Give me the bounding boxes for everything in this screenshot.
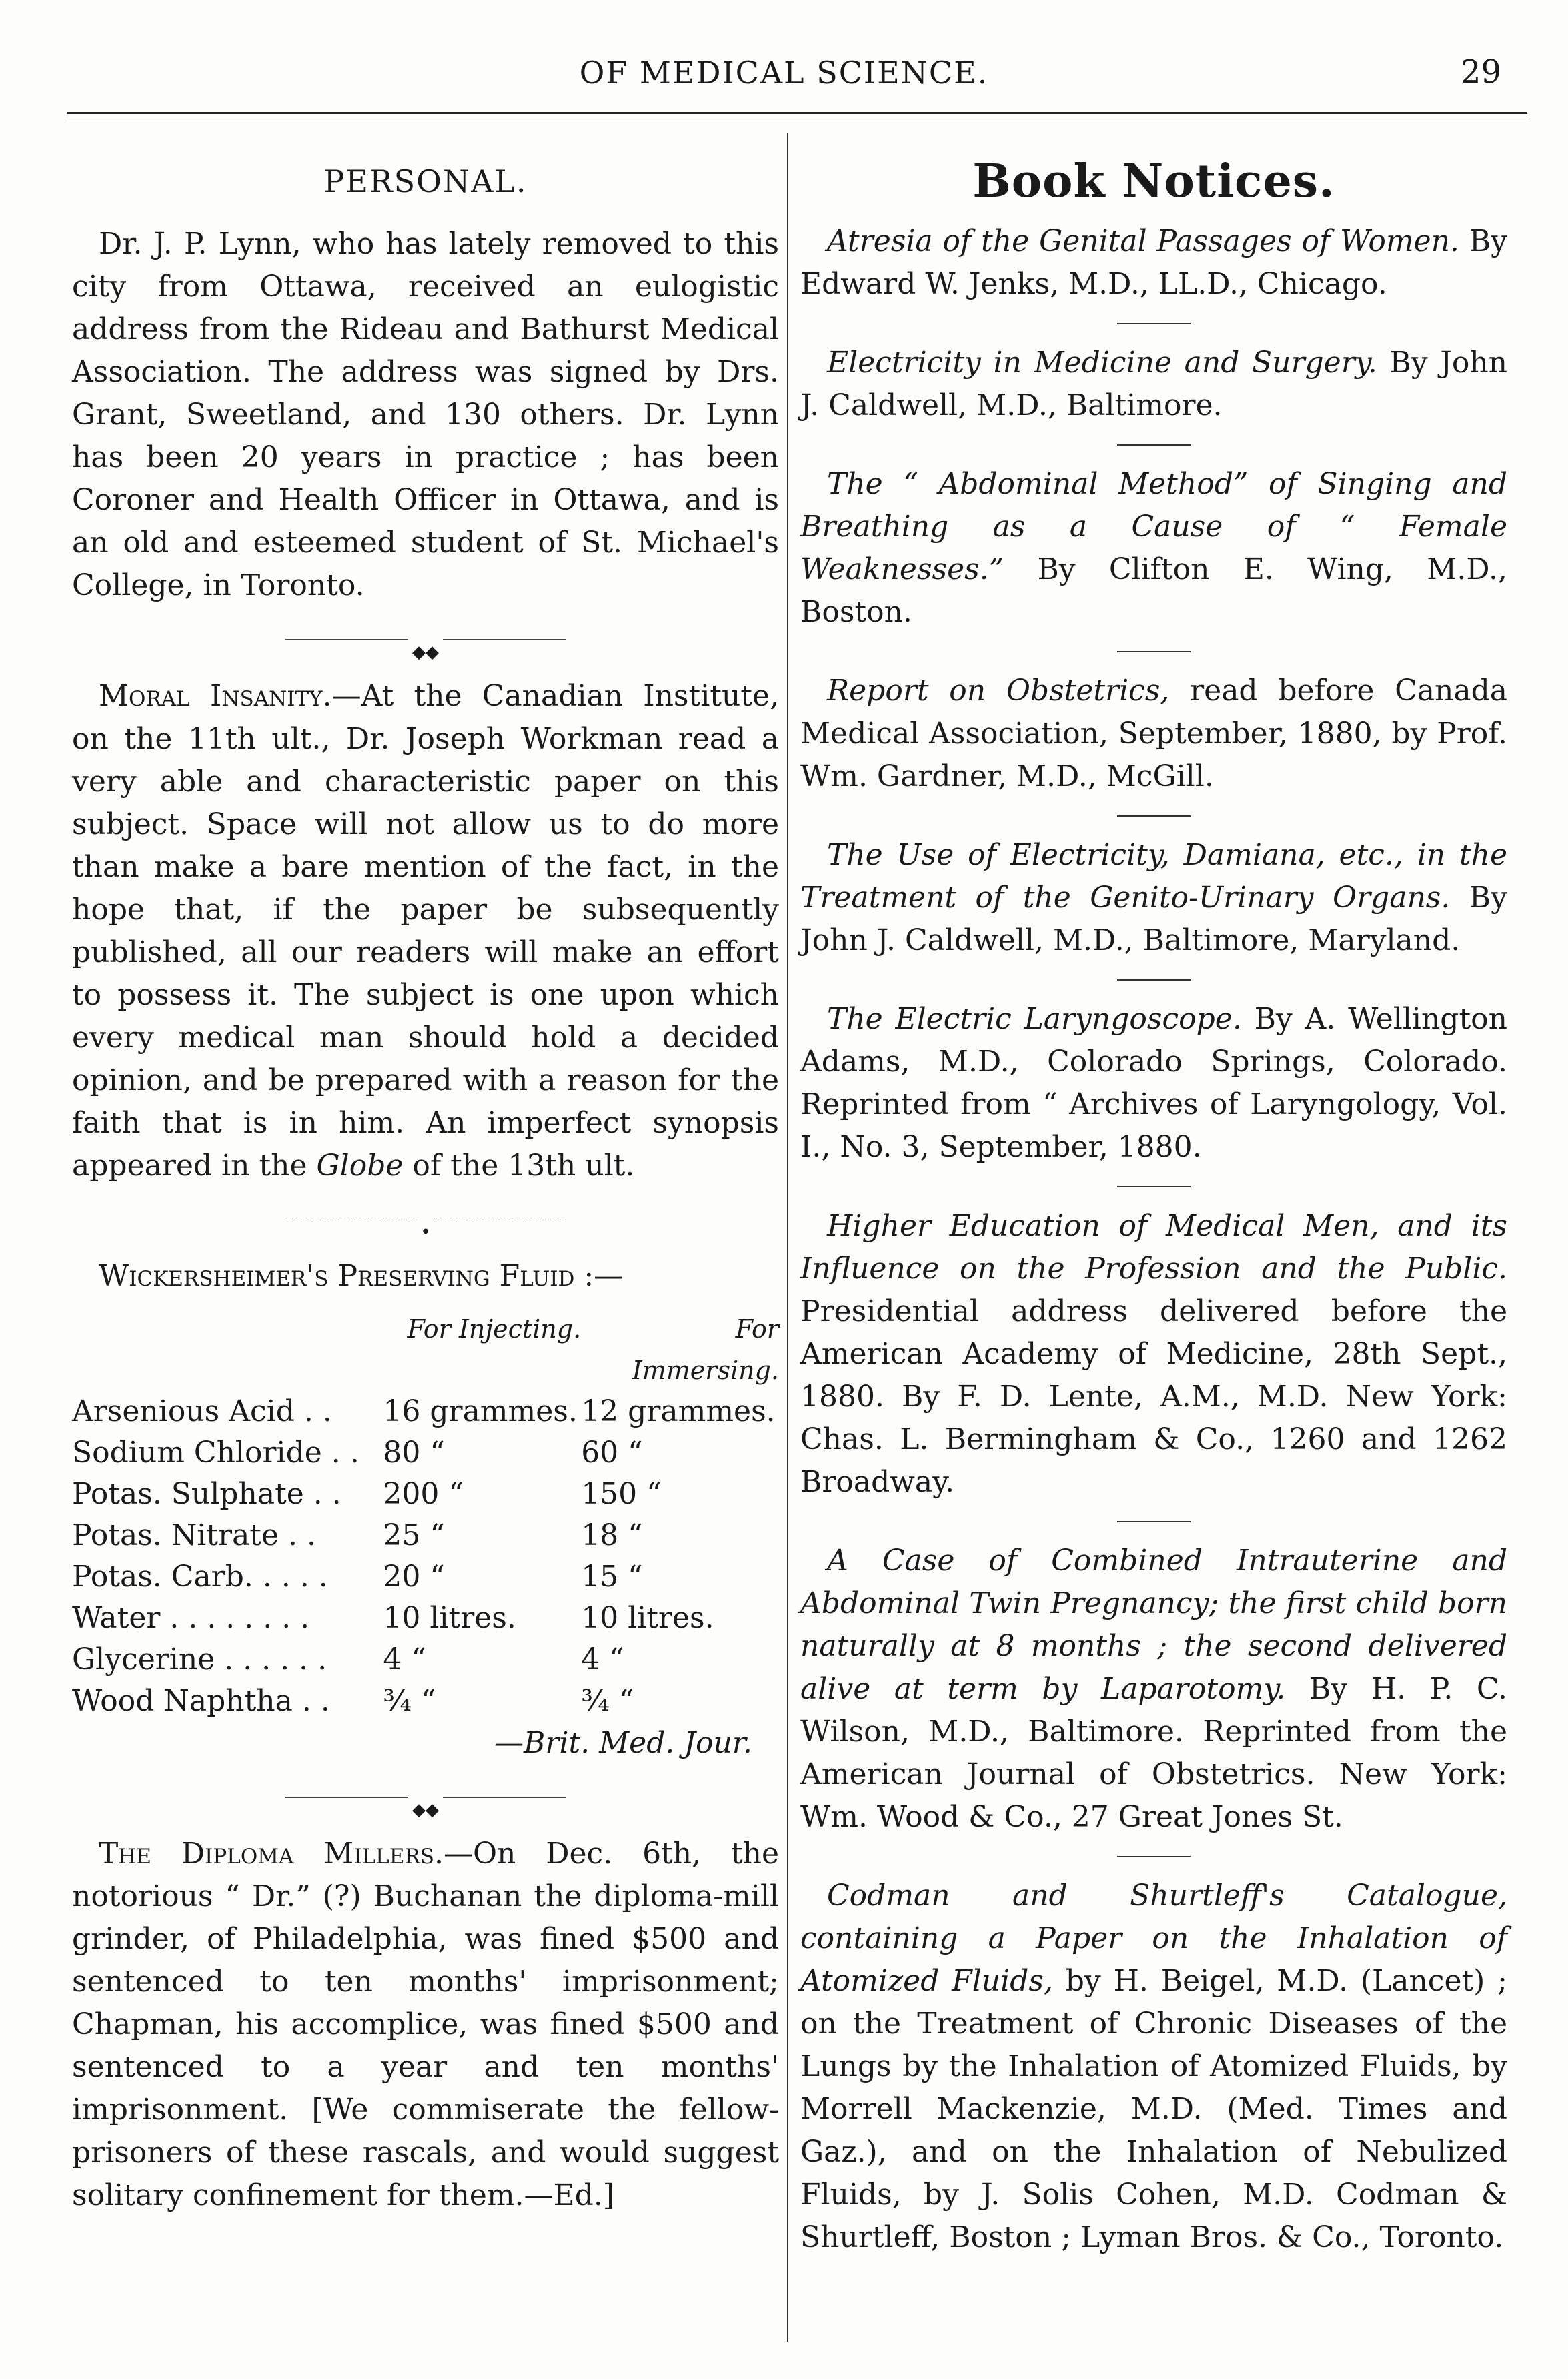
ornament-icon: ◆◆ <box>408 1789 443 1831</box>
notice-item <box>800 1875 1507 2259</box>
table-row <box>72 1556 779 1598</box>
notice-item <box>800 834 1507 962</box>
immerse-amount: 10 litres. <box>581 1601 714 1635</box>
notice-item <box>800 220 1507 306</box>
moral-insanity-text: —At the Canadian Institute, on the 11th ult., Dr. Joseph Workman read a very able and characteristic paper on this subject. Space will not allow us to do more than make a bare mention of the fact, in the hope that, if the paper be subsequently published, all our readers will make an effort to possess it. The subject is one upon which every medical man should hold a decided opinion, and be prepared with a reason for the faith that is in him. An imperfect synopsis appeared in the <box>72 679 779 1183</box>
diploma-paragraph <box>72 1833 779 2217</box>
inject-amount: 20 “ <box>383 1560 445 1594</box>
inject-amount: ¾ “ <box>383 1684 436 1718</box>
table-row <box>72 1515 779 1556</box>
table-row <box>72 1639 779 1681</box>
inject-amount: 25 “ <box>383 1518 445 1552</box>
book-notices-heading: Book Notices. <box>972 155 1335 208</box>
divider <box>1117 1856 1191 1857</box>
ingredient: Potas. Nitrate . . <box>72 1518 316 1552</box>
section-separator <box>285 1797 566 1820</box>
divider <box>1117 815 1191 817</box>
ingredient: Arsenious Acid . . <box>72 1394 332 1428</box>
notice-title: The Electric Laryngoscope. <box>827 1002 1242 1036</box>
diploma-title: The Diploma Millers. <box>99 1837 444 1871</box>
notice-title: Codman and Shurtleff's Catalogue, containing a Paper on the Inhalation of Atomized Fluids, <box>800 1879 1507 1998</box>
inject-amount: 4 “ <box>383 1642 426 1677</box>
divider <box>1117 651 1191 652</box>
diploma-text: —On Dec. 6th, the notorious “ Dr.” (?) Buchanan the diploma-mill grinder, of Philadelphia, was fined $500 and sentenced to ten months' imprisonment; Chapman, his accomplice, was fined $500 and sentenced to a year and ten months' imprisonment. [We commiserate the fellow-prisoners of these rascals, and would suggest solitary confinement for them.—Ed.] <box>72 1837 779 2212</box>
section-separator <box>285 1220 566 1242</box>
ornament-icon: ◆◆ <box>408 631 443 674</box>
ingredient: Water . . . . . . . . <box>72 1601 310 1635</box>
notice-details: read before Canada Medical Association, September, 1880, by Prof. Wm. Gardner, M.D., McGill. <box>800 674 1507 793</box>
notice-title: A Case of Combined Intrauterine and Abdominal Twin Pregnancy; the first child born naturally at 8 months ; the second delivered alive at term by Laparotomy. <box>800 1544 1507 1706</box>
personal-heading: PERSONAL. <box>323 163 528 199</box>
right-column <box>800 155 1508 2259</box>
fluid-table <box>72 1308 779 1722</box>
divider <box>1117 979 1191 981</box>
notice-details: By Edward W. Jenks, M.D., LL.D., Chicago. <box>800 224 1508 301</box>
notice-details: Presidential address delivered before the American Academy of Medicine, 28th Sept., 1880. By F. D. Lente, A.M., M.D. New York: Chas. L. Bermingham & Co., 1260 and 1262 Broadway. <box>800 1294 1507 1499</box>
notice-details: by H. Beigel, M.D. (Lancet) ; on the Treatment of Chronic Diseases of the Lungs by the Inhalation of Atomized Fluids, by Morrell Mackenzie, M.D. (Med. Times and Gaz.), and on the Inhalation of Nebulized Fluids, by J. Solis Cohen, M.D. Codman & Shurtleff, Boston ; Lyman Bros. & Co., Toronto. <box>800 1964 1507 2254</box>
notice-details: By H. P. C. Wilson, M.D., Baltimore. Reprinted from the American Journal of Obstetrics. New York: Wm. Wood & Co., 27 Great Jones St. <box>800 1672 1507 1834</box>
inject-amount: 200 “ <box>383 1477 464 1511</box>
notice-item <box>800 1540 1507 1839</box>
page-number: 29 <box>1460 53 1501 91</box>
header-rule <box>67 112 1527 114</box>
notice-item <box>800 1205 1507 1504</box>
immerse-amount: 150 “ <box>581 1477 662 1511</box>
personal-text: Dr. J. P. Lynn, who has lately removed to this city from Ottawa, received an eulogistic address from the Rideau and Bathurst Medical Association. The address was signed by Drs. Grant, Sweetland, and 130 others. Dr. Lynn has been 20 years in practice ; has been Coroner and Health Officer in Ottawa, and is an old and esteemed student of St. Michael's College, in Toronto. <box>72 227 779 602</box>
notice-details: By John J. Caldwell, M.D., Baltimore, Maryland. <box>800 881 1507 957</box>
ingredient: Glycerine . . . . . . <box>72 1642 327 1677</box>
notice-title: Report on Obstetrics, <box>827 674 1170 708</box>
notice-item <box>800 342 1507 427</box>
left-column <box>72 160 779 2217</box>
immerse-amount: 60 “ <box>581 1436 643 1470</box>
running-title: OF MEDICAL SCIENCE. <box>579 55 989 91</box>
immerse-amount: ¾ “ <box>581 1684 634 1718</box>
ingredient: Sodium Chloride . . <box>72 1436 359 1470</box>
notice-title: Electricity in Medicine and Surgery. <box>827 346 1377 380</box>
notice-title: Higher Education of Medical Men, and its Influence on the Profession and the Public. <box>800 1209 1507 1286</box>
table-row <box>72 1598 779 1639</box>
ingredient: Wood Naphtha . . <box>72 1684 330 1718</box>
ingredient: Potas. Sulphate . . <box>72 1477 341 1511</box>
notice-details: By Clifton E. Wing, M.D., Boston. <box>800 552 1507 629</box>
table-row <box>72 1474 779 1515</box>
moral-insanity-title: Moral Insanity. <box>99 679 332 713</box>
fluid-title: Wickersheimer's Preserving Fluid :— <box>99 1259 624 1293</box>
divider <box>1117 444 1191 446</box>
notice-title: The “ Abdominal Method” of Singing and Breathing as a Cause of “ Female Weaknesses.” <box>800 467 1507 586</box>
moral-insanity-paragraph <box>72 675 779 1187</box>
notice-title: Atresia of the Genital Passages of Women. <box>827 224 1459 258</box>
divider <box>1117 1186 1191 1187</box>
table-row <box>72 1681 779 1722</box>
moral-insanity-tail: of the 13th ult. <box>403 1149 635 1183</box>
immerse-amount: 15 “ <box>581 1560 643 1594</box>
column-divider <box>787 133 788 2342</box>
ornament-icon: • <box>416 1211 434 1254</box>
notice-details: By John J. Caldwell, M.D., Baltimore. <box>800 346 1507 422</box>
col-immersing: For Immersing. <box>632 1314 779 1385</box>
col-injecting: For Injecting. <box>407 1314 582 1344</box>
inject-amount: 80 “ <box>383 1436 445 1470</box>
table-row <box>72 1391 779 1432</box>
immerse-amount: 12 grammes. <box>581 1394 776 1428</box>
divider <box>1117 323 1191 324</box>
section-separator <box>285 639 566 662</box>
notice-item <box>800 463 1507 634</box>
notice-item <box>800 998 1507 1169</box>
notice-title: The Use of Electricity, Damiana, etc., in the Treatment of the Genito-Urinary Organs. <box>800 838 1507 915</box>
immerse-amount: 4 “ <box>581 1642 624 1677</box>
fluid-source: —Brit. Med. Jour. <box>494 1726 752 1760</box>
ingredient: Potas. Carb. . . . . <box>72 1560 328 1594</box>
immerse-amount: 18 “ <box>581 1518 643 1552</box>
divider <box>1117 1521 1191 1522</box>
fluid-header-row <box>72 1308 779 1391</box>
globe-title: Globe <box>316 1149 404 1183</box>
inject-amount: 10 litres. <box>383 1601 516 1635</box>
notice-item <box>800 670 1507 798</box>
inject-amount: 16 grammes. <box>383 1394 578 1428</box>
table-row <box>72 1432 779 1474</box>
notice-details: By A. Wellington Adams, M.D., Colorado Springs, Colorado. Reprinted from “ Archives of Laryngology, Vol. I., No. 3, September, 1880. <box>800 1002 1507 1164</box>
